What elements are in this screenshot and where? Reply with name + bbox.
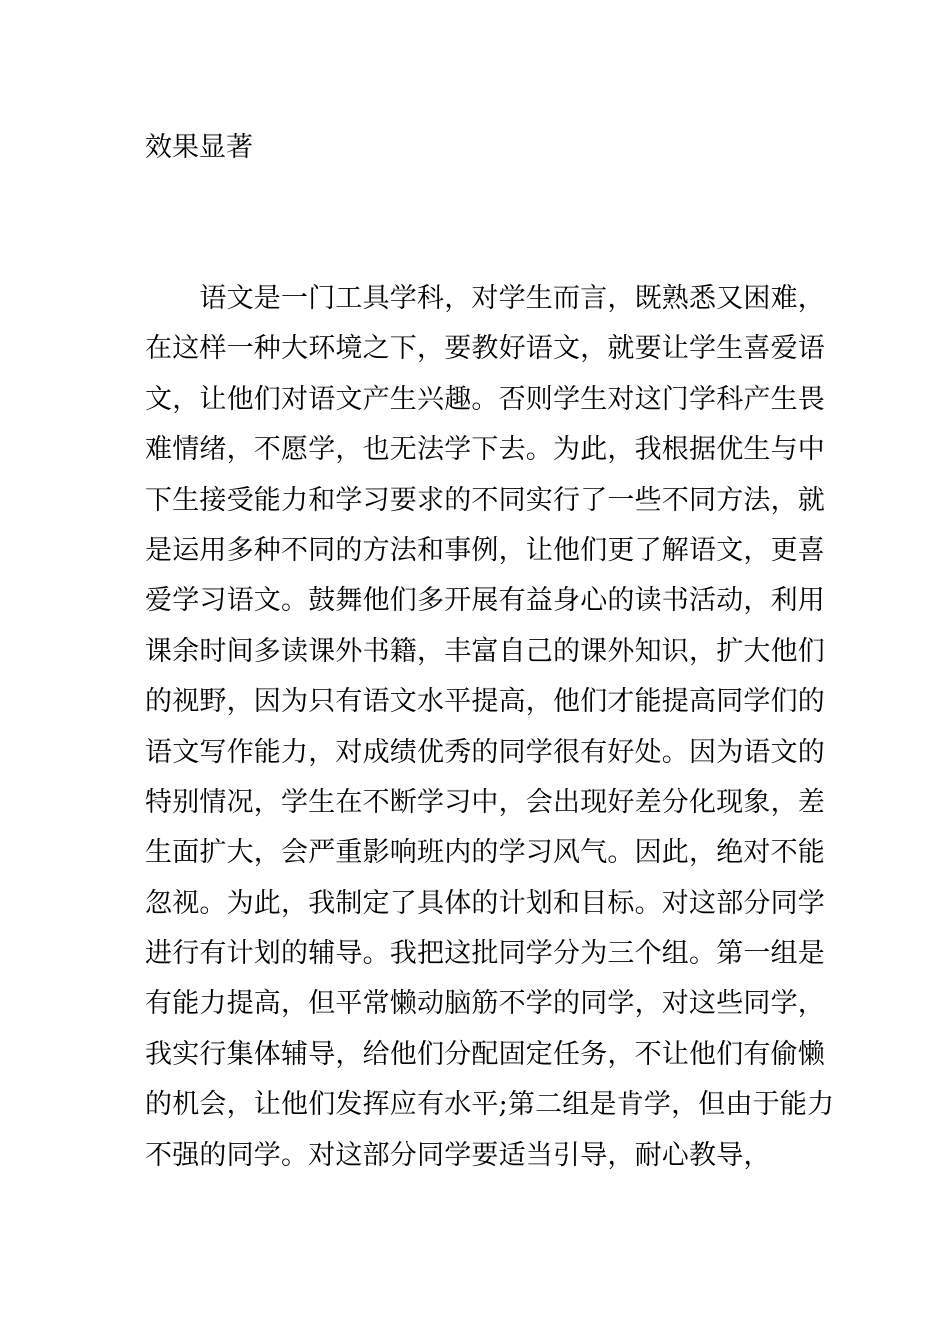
- body-paragraph: [145, 279, 835, 1186]
- text-line: 爱学习语文。鼓舞他们多开展有益身心的读书活动，利用: [145, 585, 825, 617]
- text-line: 的视野，因为只有语文水平提高，他们才能提高同学们的: [145, 686, 825, 718]
- text-line: 语文写作能力，对成绩优秀的同学很有好处。因为语文的: [145, 736, 825, 768]
- text-line: 语文是一门工具学科，对学生而言，既熟悉又困难，: [145, 283, 825, 314]
- text-line: 下生接受能力和学习要求的不同实行了一些不同方法，就: [145, 484, 825, 516]
- text-line: 生面扩大，会严重影响班内的学习风气。因此，绝对不能: [145, 837, 825, 869]
- text-line: 有能力提高，但平常懒动脑筋不学的同学，对这些同学，: [145, 988, 825, 1020]
- text-line: 的机会，让他们发挥应有水平;第二组是肯学，但由于能力: [145, 1089, 835, 1121]
- text-line: 特别情况，学生在不断学习中，会出现好差分化现象，差: [145, 786, 825, 818]
- document-heading: 效果显著: [145, 132, 253, 163]
- text-line: 忽视。为此，我制定了具体的计划和目标。对这部分同学: [145, 887, 825, 919]
- text-line: 不强的同学。对这部分同学要适当引导，耐心教导，: [145, 1139, 771, 1171]
- text-line: 难情绪，不愿学，也无法学下去。为此，我根据优生与中: [145, 434, 825, 466]
- text-line: 是运用多种不同的方法和事例，让他们更了解语文，更喜: [145, 534, 825, 566]
- text-line: 在这样一种大环境之下，要教好语文，就要让学生喜爱语: [145, 333, 825, 365]
- text-line: 课余时间多读课外书籍，丰富自己的课外知识，扩大他们: [145, 635, 825, 667]
- text-line: 进行有计划的辅导。我把这批同学分为三个组。第一组是: [145, 938, 825, 970]
- text-line: 文，让他们对语文产生兴趣。否则学生对这门学科产生畏: [145, 383, 825, 415]
- text-line: 我实行集体辅导，给他们分配固定任务，不让他们有偷懒: [145, 1038, 825, 1070]
